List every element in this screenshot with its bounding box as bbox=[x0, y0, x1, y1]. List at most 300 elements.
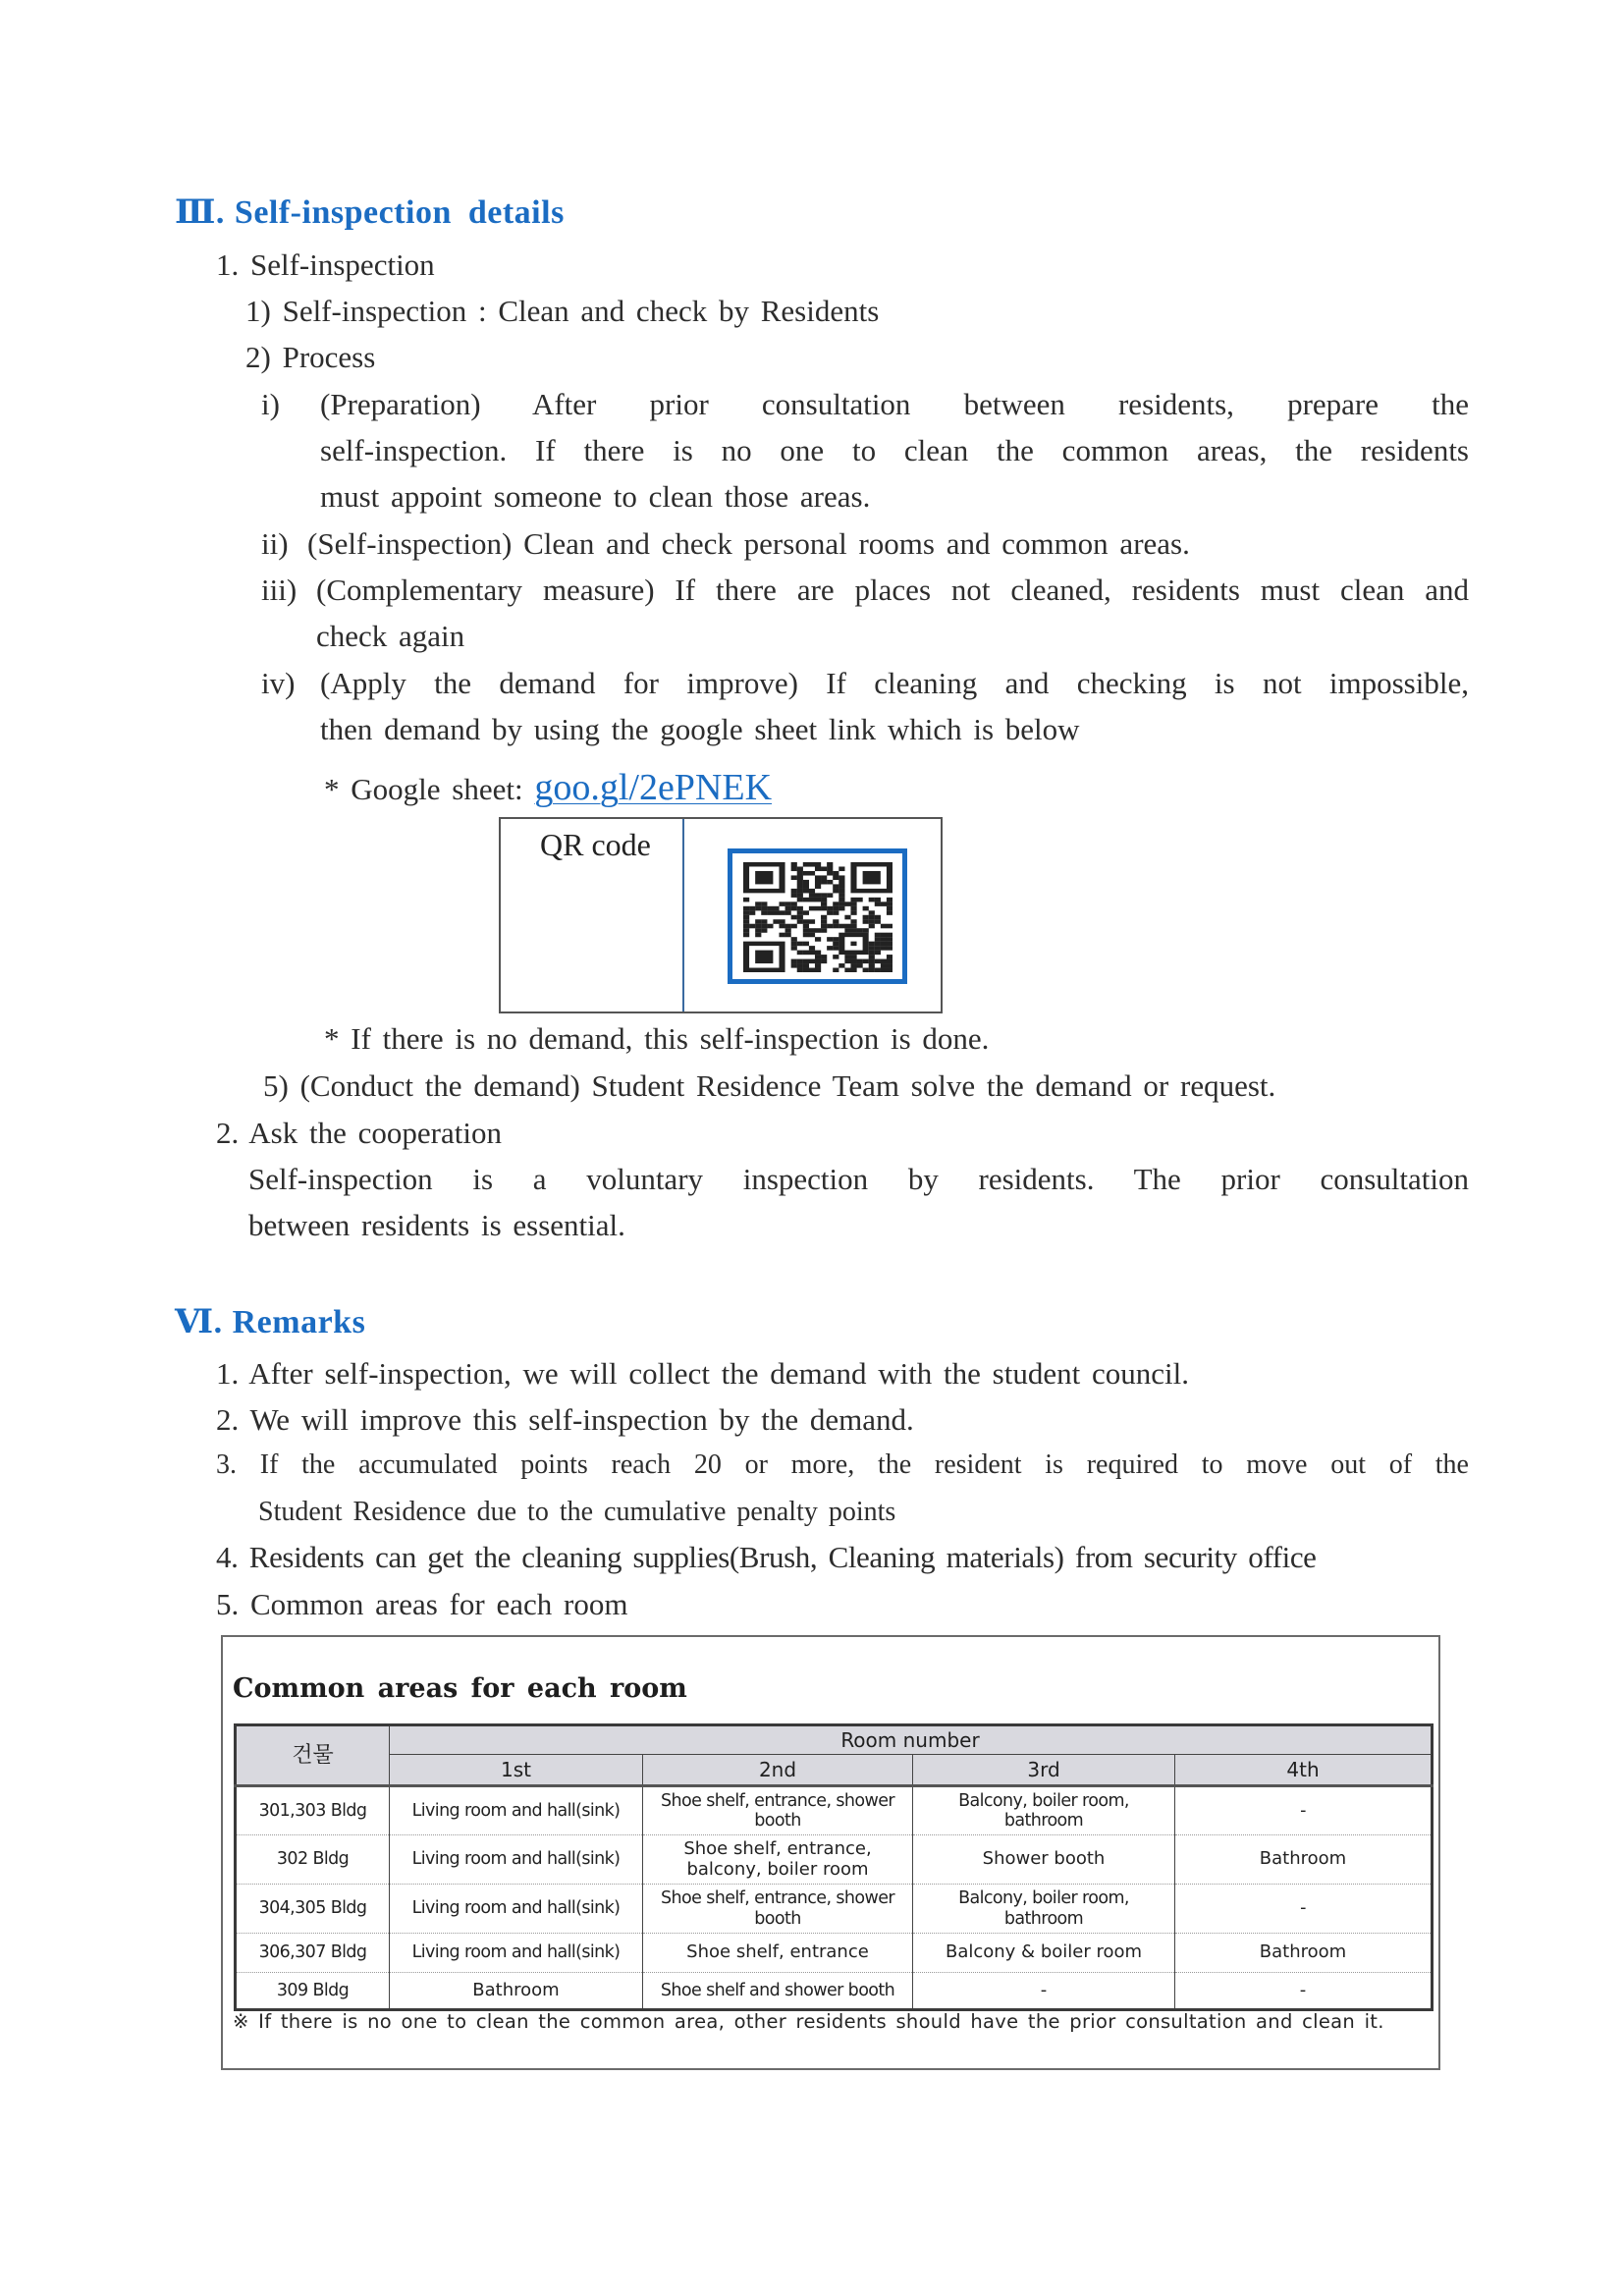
qr-module bbox=[821, 866, 827, 871]
qr-module bbox=[809, 959, 815, 964]
qr-module bbox=[833, 902, 839, 906]
qr-module bbox=[797, 875, 803, 880]
qr-module bbox=[815, 959, 821, 964]
qr-module bbox=[887, 942, 893, 947]
qr-module bbox=[803, 919, 809, 924]
qr-module bbox=[785, 906, 791, 911]
step-i-line-2: self-inspection. If there is no one to clean the common areas, the residents bbox=[320, 433, 1469, 467]
qr-module bbox=[821, 898, 827, 902]
qr-module bbox=[791, 963, 797, 968]
qr-module bbox=[875, 902, 881, 906]
qr-module bbox=[869, 915, 875, 920]
cell-building: 301,303 Bldg bbox=[236, 1786, 390, 1835]
qr-module bbox=[827, 866, 833, 871]
qr-module bbox=[797, 942, 803, 947]
qr-module bbox=[791, 937, 797, 942]
qr-module bbox=[815, 906, 821, 911]
qr-module bbox=[875, 951, 881, 956]
qr-module bbox=[755, 919, 761, 924]
qr-module bbox=[791, 942, 797, 947]
qr-module bbox=[755, 906, 761, 911]
qr-module bbox=[881, 924, 887, 929]
section-3-numeral: Ⅲ. bbox=[175, 194, 225, 231]
section-3-heading bbox=[175, 192, 565, 232]
qr-module bbox=[785, 928, 791, 933]
qr-module bbox=[875, 915, 881, 920]
qr-module bbox=[803, 963, 809, 968]
section-6-heading bbox=[175, 1302, 365, 1341]
cell-3rd: Balcony & boiler room bbox=[913, 1934, 1175, 1973]
qr-module bbox=[815, 875, 821, 880]
step-iii-marker: iii) bbox=[261, 573, 298, 607]
cell-1st: Living room and hall(sink) bbox=[390, 1934, 643, 1973]
qr-module bbox=[809, 862, 815, 867]
qr-module bbox=[887, 902, 893, 906]
qr-module bbox=[761, 910, 767, 915]
google-sheet-row bbox=[324, 766, 772, 809]
qr-module bbox=[815, 898, 821, 902]
qr-module bbox=[791, 889, 797, 894]
item-2-line-2: between residents is essential. bbox=[248, 1208, 625, 1242]
cell-4th: - bbox=[1175, 1973, 1433, 2010]
sub-item-5: 5) (Conduct the demand) Student Residence Team solve the demand or request. bbox=[263, 1068, 1276, 1103]
header-col-1st: 1st bbox=[390, 1755, 643, 1786]
cell-2nd: Shoe shelf, entrance, shower booth bbox=[643, 1786, 913, 1835]
qr-code-frame[interactable] bbox=[728, 848, 907, 984]
qr-module bbox=[803, 933, 809, 938]
qr-module bbox=[815, 893, 821, 898]
qr-module bbox=[785, 910, 791, 915]
qr-module bbox=[827, 880, 833, 885]
qr-module bbox=[844, 924, 850, 929]
qr-module bbox=[815, 963, 821, 968]
cell-3rd: - bbox=[913, 1973, 1175, 2010]
qr-module bbox=[809, 928, 815, 933]
step-iv-marker: iv) bbox=[261, 666, 296, 700]
qr-module bbox=[850, 942, 856, 946]
qr-module bbox=[833, 875, 839, 880]
qr-module bbox=[815, 951, 821, 956]
qr-module bbox=[881, 933, 887, 938]
qr-module bbox=[827, 937, 833, 942]
qr-module bbox=[839, 875, 844, 880]
qr-module bbox=[755, 924, 761, 929]
cell-building: 306,307 Bldg bbox=[236, 1934, 390, 1973]
cell-1st: Bathroom bbox=[472, 1979, 560, 2000]
qr-module bbox=[803, 942, 809, 947]
qr-module bbox=[869, 963, 875, 968]
qr-module bbox=[803, 928, 809, 933]
step-iii-line-1: (Complementary measure) If there are places not cleaned, residents must clean and bbox=[316, 573, 1469, 607]
qr-module bbox=[785, 902, 791, 906]
qr-module bbox=[833, 910, 839, 915]
qr-module bbox=[755, 928, 761, 933]
qr-module bbox=[767, 924, 773, 929]
qr-module bbox=[839, 963, 844, 968]
qr-module bbox=[850, 963, 856, 968]
qr-module bbox=[815, 880, 821, 885]
qr-module bbox=[809, 919, 815, 924]
qr-module bbox=[827, 924, 833, 929]
header-building: 건물 bbox=[236, 1725, 390, 1786]
qr-module bbox=[875, 968, 881, 972]
qr-module bbox=[761, 928, 767, 933]
qr-module bbox=[755, 933, 761, 938]
qr-module bbox=[857, 898, 863, 902]
qr-module bbox=[869, 951, 875, 956]
qr-module bbox=[797, 893, 803, 898]
cell-building: 302 Bldg bbox=[236, 1835, 390, 1885]
qr-module bbox=[833, 946, 839, 951]
qr-module bbox=[869, 968, 875, 972]
qr-module bbox=[761, 906, 767, 911]
qr-module bbox=[850, 898, 856, 902]
cell-3rd: Balcony, boiler room, bathroom bbox=[913, 1786, 1175, 1835]
qr-module bbox=[850, 902, 856, 906]
qr-module bbox=[863, 928, 869, 933]
qr-module bbox=[779, 910, 784, 915]
qr-module bbox=[797, 968, 803, 972]
qr-module bbox=[761, 902, 767, 906]
qr-module bbox=[749, 910, 755, 915]
qr-module bbox=[743, 898, 749, 902]
cell-2nd: Shoe shelf, entrance, balcony, boiler room bbox=[643, 1835, 913, 1885]
qr-module bbox=[743, 915, 749, 920]
qr-module bbox=[773, 906, 779, 911]
qr-module bbox=[821, 902, 827, 906]
qr-module bbox=[797, 919, 803, 924]
step-iii-line-2: check again bbox=[316, 619, 465, 653]
cell-1st: Living room and hall(sink) bbox=[390, 1786, 643, 1835]
section-6-title: Remarks bbox=[232, 1304, 366, 1340]
qr-module bbox=[869, 955, 875, 959]
qr-module bbox=[821, 915, 827, 920]
step-i-line-1: (Preparation) After prior consultation between residents, prepare the bbox=[320, 387, 1469, 421]
qr-module bbox=[839, 902, 844, 906]
qr-module bbox=[863, 919, 869, 924]
google-sheet-label: * Google sheet: bbox=[324, 772, 523, 806]
qr-module bbox=[803, 910, 809, 915]
qr-module bbox=[797, 906, 803, 911]
qr-module bbox=[815, 955, 821, 959]
qr-module bbox=[881, 942, 887, 947]
qr-module bbox=[821, 924, 827, 929]
qr-module bbox=[839, 924, 844, 929]
qr-module bbox=[821, 875, 827, 880]
qr-module bbox=[850, 924, 856, 929]
remark-1: 1. After self-inspection, we will collect the demand with the student council. bbox=[216, 1356, 1189, 1391]
cell-2nd: Shoe shelf, entrance, shower booth bbox=[643, 1885, 913, 1934]
qr-module bbox=[815, 884, 821, 889]
remark-4: 4. Residents can get the cleaning supplies(Brush, Cleaning materials) from security office bbox=[216, 1540, 1317, 1574]
qr-module bbox=[833, 955, 839, 959]
cell-building: 304,305 Bldg bbox=[236, 1885, 390, 1934]
table-row bbox=[236, 1786, 1433, 1835]
qr-code-label: QR code bbox=[540, 827, 651, 862]
qr-module bbox=[797, 884, 803, 889]
remark-3-line-2: Student Residence due to the cumulative penalty points bbox=[258, 1497, 896, 1527]
qr-module bbox=[779, 902, 784, 906]
qr-module bbox=[857, 959, 863, 964]
qr-module bbox=[809, 898, 815, 902]
qr-module bbox=[844, 955, 850, 959]
qr-module bbox=[844, 928, 850, 933]
qr-module bbox=[844, 915, 850, 920]
qr-module bbox=[821, 880, 827, 885]
qr-module bbox=[821, 959, 827, 964]
qr-module bbox=[821, 955, 827, 959]
qr-code-table bbox=[499, 817, 943, 1013]
qr-module bbox=[803, 959, 809, 964]
qr-module bbox=[779, 924, 784, 929]
common-areas-note: ※ If there is no one to clean the common area, other residents should have the prior consultation and clean it. bbox=[233, 2010, 1384, 2033]
qr-module bbox=[785, 933, 791, 938]
qr-module bbox=[839, 893, 844, 898]
qr-module bbox=[809, 893, 815, 898]
table-row bbox=[236, 1835, 1433, 1885]
item-2-line-1: Self-inspection is a voluntary inspection by residents. The prior consultation bbox=[248, 1162, 1469, 1196]
qr-module bbox=[791, 946, 797, 951]
qr-module bbox=[875, 919, 881, 924]
qr-module bbox=[887, 968, 893, 972]
qr-module bbox=[803, 951, 809, 956]
qr-module bbox=[785, 924, 791, 929]
remark-5: 5. Common areas for each room bbox=[216, 1587, 628, 1621]
qr-module bbox=[869, 919, 875, 924]
qr-module bbox=[797, 866, 803, 871]
qr-module bbox=[881, 963, 887, 968]
qr-module bbox=[839, 880, 844, 885]
section-3-title: Self-inspection details bbox=[234, 194, 565, 231]
qr-module bbox=[844, 902, 850, 906]
qr-module bbox=[791, 902, 797, 906]
header-col-4th: 4th bbox=[1175, 1755, 1433, 1786]
qr-module bbox=[869, 924, 875, 929]
qr-module bbox=[887, 959, 893, 964]
qr-module bbox=[743, 924, 749, 929]
qr-module bbox=[773, 919, 779, 924]
qr-module bbox=[827, 871, 833, 876]
qr-module bbox=[815, 937, 821, 942]
cell-1st: Living room and hall(sink) bbox=[390, 1835, 643, 1885]
qr-module bbox=[791, 915, 797, 920]
qr-module bbox=[755, 871, 773, 884]
qr-module bbox=[875, 933, 881, 938]
cell-3rd: Balcony, boiler room, bathroom bbox=[913, 1885, 1175, 1934]
step-ii-line-1: (Self-inspection) Clean and check personal rooms and common areas. bbox=[307, 526, 1190, 561]
qr-module bbox=[881, 937, 887, 942]
step-ii-marker: ii) bbox=[261, 526, 289, 561]
step-iv-line-2: then demand by using the google sheet link which is below bbox=[320, 712, 1080, 746]
qr-module bbox=[803, 871, 809, 876]
qr-module bbox=[875, 959, 881, 964]
qr-module bbox=[803, 968, 809, 972]
qr-module bbox=[809, 946, 815, 951]
qr-module bbox=[857, 963, 863, 968]
qr-table-divider bbox=[682, 819, 684, 1011]
qr-module bbox=[743, 933, 749, 938]
qr-module bbox=[881, 946, 887, 951]
qr-module bbox=[809, 951, 815, 956]
cell-building: 309 Bldg bbox=[236, 1973, 390, 2010]
common-areas-box bbox=[221, 1635, 1440, 2070]
qr-code-icon bbox=[743, 862, 893, 972]
qr-module bbox=[881, 902, 887, 906]
qr-module bbox=[749, 924, 755, 929]
step-iv-line-1: (Apply the demand for improve) If cleaning and checking is not impossible, bbox=[320, 666, 1469, 700]
qr-module bbox=[743, 910, 749, 915]
qr-module bbox=[887, 906, 893, 911]
item-2-label: 2. Ask the cooperation bbox=[216, 1116, 502, 1150]
no-demand-note: * If there is no demand, this self-inspection is done. bbox=[324, 1021, 990, 1056]
qr-module bbox=[773, 910, 779, 915]
cell-4th: Bathroom bbox=[1175, 1934, 1433, 1973]
qr-module bbox=[743, 928, 749, 933]
qr-module bbox=[791, 924, 797, 929]
qr-module bbox=[743, 906, 749, 911]
table-row bbox=[236, 1934, 1433, 1973]
table-row bbox=[236, 1973, 1433, 2010]
qr-module bbox=[833, 889, 839, 894]
qr-module bbox=[797, 880, 803, 885]
common-areas-table bbox=[234, 1723, 1434, 2011]
qr-module bbox=[839, 898, 844, 902]
sub-item-2: 2) Process bbox=[245, 340, 376, 374]
qr-module bbox=[827, 946, 833, 951]
qr-module bbox=[833, 924, 839, 929]
qr-module bbox=[869, 946, 875, 951]
qr-module bbox=[755, 902, 761, 906]
qr-module bbox=[797, 963, 803, 968]
cell-4th: Bathroom bbox=[1175, 1835, 1433, 1885]
qr-module bbox=[755, 951, 773, 963]
qr-module bbox=[875, 937, 881, 942]
qr-module bbox=[803, 862, 809, 867]
remark-3-line-1: 3. If the accumulated points reach 20 or more, the resident is required to move out of the bbox=[216, 1449, 1469, 1480]
qr-module bbox=[887, 898, 893, 902]
qr-module bbox=[881, 959, 887, 964]
qr-module bbox=[749, 906, 755, 911]
step-i-marker: i) bbox=[261, 387, 280, 421]
qr-module bbox=[887, 937, 893, 942]
qr-module bbox=[797, 871, 803, 876]
qr-module bbox=[887, 946, 893, 951]
qr-module bbox=[850, 955, 856, 959]
header-room-number: Room number bbox=[390, 1725, 1433, 1755]
qr-module bbox=[815, 968, 821, 972]
qr-module bbox=[791, 893, 797, 898]
qr-module bbox=[803, 889, 809, 894]
qr-module bbox=[833, 942, 839, 947]
sub-item-1: 1) Self-inspection : Clean and check by Residents bbox=[245, 294, 880, 328]
qr-module bbox=[803, 898, 809, 902]
cell-1st: Living room and hall(sink) bbox=[390, 1885, 643, 1934]
qr-module bbox=[875, 898, 881, 902]
qr-module bbox=[815, 866, 821, 871]
qr-module bbox=[743, 919, 749, 924]
qr-module bbox=[827, 893, 833, 898]
qr-module bbox=[791, 906, 797, 911]
qr-module bbox=[767, 910, 773, 915]
step-i-line-3: must appoint someone to clean those areas. bbox=[320, 479, 871, 514]
qr-module bbox=[875, 942, 881, 947]
remark-2: 2. We will improve this self-inspection by the demand. bbox=[216, 1402, 914, 1437]
qr-module bbox=[850, 959, 856, 964]
qr-module bbox=[803, 924, 809, 929]
qr-module bbox=[850, 919, 856, 924]
qr-module bbox=[809, 968, 815, 972]
qr-module bbox=[881, 968, 887, 972]
item-1-label: 1. Self-inspection bbox=[216, 247, 435, 282]
qr-module bbox=[821, 893, 827, 898]
qr-module bbox=[803, 880, 809, 885]
qr-module bbox=[844, 959, 850, 964]
qr-module bbox=[869, 910, 875, 915]
qr-module bbox=[839, 906, 844, 911]
qr-module bbox=[803, 884, 809, 889]
qr-module bbox=[863, 968, 869, 972]
qr-module bbox=[850, 928, 856, 933]
qr-module bbox=[767, 906, 773, 911]
qr-module bbox=[797, 910, 803, 915]
cell-3rd: Shower booth bbox=[913, 1835, 1175, 1885]
qr-module bbox=[827, 910, 833, 915]
qr-module bbox=[821, 906, 827, 911]
qr-module bbox=[827, 906, 833, 911]
qr-module bbox=[833, 906, 839, 911]
qr-module bbox=[833, 919, 839, 924]
qr-module bbox=[869, 959, 875, 964]
qr-module bbox=[833, 968, 839, 972]
qr-module bbox=[797, 959, 803, 964]
table-row bbox=[236, 1885, 1433, 1934]
qr-module bbox=[809, 889, 815, 894]
qr-module bbox=[869, 898, 875, 902]
qr-module bbox=[797, 889, 803, 894]
qr-module bbox=[761, 919, 767, 924]
cell-4th: - bbox=[1175, 1885, 1433, 1934]
qr-module bbox=[863, 959, 869, 964]
cell-2nd: Shoe shelf and shower booth bbox=[643, 1973, 913, 2010]
header-col-2nd: 2nd bbox=[643, 1755, 913, 1786]
qr-module bbox=[863, 871, 881, 884]
google-sheet-link[interactable]: goo.gl/2ePNEK bbox=[534, 767, 773, 808]
qr-module bbox=[797, 898, 803, 902]
qr-module bbox=[815, 862, 821, 867]
qr-module bbox=[863, 915, 869, 920]
qr-module bbox=[821, 928, 827, 933]
qr-module bbox=[833, 871, 839, 876]
qr-module bbox=[850, 968, 856, 972]
qr-module bbox=[887, 963, 893, 968]
qr-module bbox=[797, 915, 803, 920]
qr-module bbox=[809, 933, 815, 938]
qr-module bbox=[869, 942, 875, 947]
cell-2nd: Shoe shelf, entrance bbox=[643, 1934, 913, 1973]
section-6-numeral: Ⅵ. bbox=[175, 1304, 223, 1340]
qr-module bbox=[815, 928, 821, 933]
qr-module bbox=[887, 910, 893, 915]
qr-module bbox=[791, 866, 797, 871]
qr-module bbox=[779, 933, 784, 938]
qr-module bbox=[797, 951, 803, 956]
qr-module bbox=[833, 884, 839, 889]
header-col-3rd: 3rd bbox=[913, 1755, 1175, 1786]
qr-module bbox=[791, 862, 797, 867]
qr-module bbox=[887, 924, 893, 929]
qr-module bbox=[844, 968, 850, 972]
qr-module bbox=[863, 906, 869, 911]
